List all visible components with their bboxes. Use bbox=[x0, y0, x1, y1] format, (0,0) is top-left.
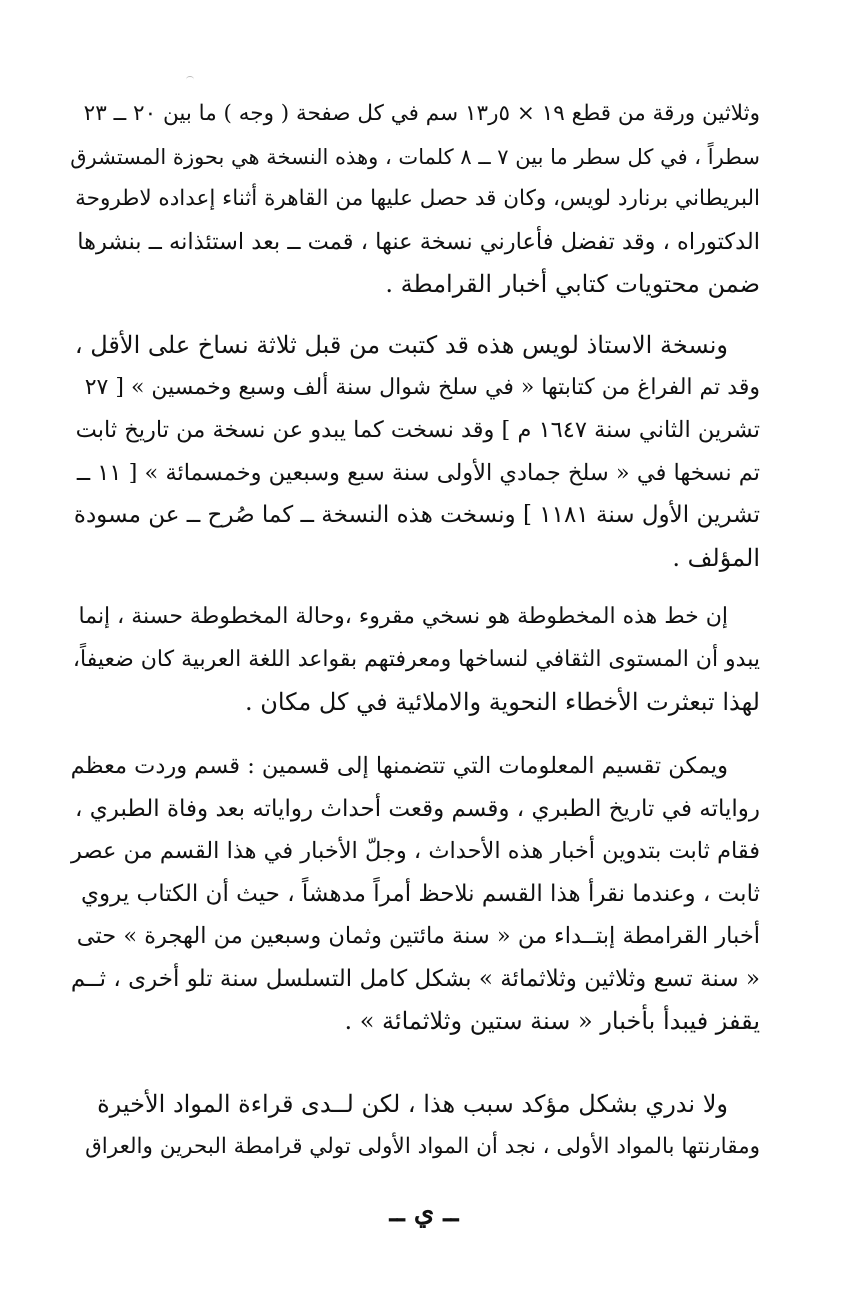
paragraph-line: إن خط هذه المخطوطة هو نسخي مقروء ،وحالة المخطوطة حسنة ، إنما bbox=[78, 604, 728, 629]
paragraph-line: ثابت ، وعندما نقرأ هذا القسم نلاحظ أمراً مدهشاً ، حيث أن الكتاب يروي bbox=[81, 880, 760, 907]
paragraph-line: تشرين الثاني سنة ١٦٤٧ م ] وقد نسخت كما يبدو عن نسخة من تاريخ ثابت bbox=[75, 417, 760, 443]
paragraph-line: « سنة تسع وثلاثين وثلاثمائة » بشكل كامل التسلسل سنة تلو أخرى ، ثــم bbox=[70, 965, 760, 992]
paragraph-line: أخبار القرامطة إبتــداء من « سنة مائتين وثمان وسبعين من الهجرة » حتى bbox=[76, 923, 760, 949]
paragraph-2 bbox=[70, 324, 760, 579]
paragraph-line: فقام ثابت بتدوين أخبار هذه الأحداث ، وجلّ الأخبار في هذا القسم من عصر bbox=[71, 838, 760, 864]
paragraph-5 bbox=[70, 1083, 760, 1168]
paragraph-line: البريطاني برنارد لويس، وكان قد حصل عليها من القاهرة أثناء إعداده لاطروحة bbox=[75, 186, 760, 211]
paragraph-line: سطراً ، في كل سطر ما بين ٧ ــ ٨ كلمات ، وهذه النسخة هي بحوزة المستشرق bbox=[70, 144, 760, 169]
paragraph-4 bbox=[70, 745, 760, 1043]
paragraph-line: يبدو أن المستوى الثقافي لنساخها ومعرفتهم بقواعد اللغة العربية كان ضعيفاً، bbox=[72, 646, 760, 672]
paragraph-line: تم نسخها في « سلخ جمادي الأولى سنة سبع وسبعين وخمسمائة » [ ١١ ــ bbox=[76, 459, 760, 486]
paragraph-line: يقفز فيبدأ بأخبار « سنة ستين وثلاثمائة » . bbox=[344, 1007, 760, 1035]
paragraph-3 bbox=[70, 596, 760, 724]
paragraph-1 bbox=[70, 93, 760, 306]
paragraph-line: لهذا تبعثرت الأخطاء النحوية والاملائية في كل مكان . bbox=[244, 688, 760, 716]
paragraph-line: المؤلف . bbox=[672, 543, 760, 572]
paragraph-line: الدكتوراه ، وقد تفضل فأعارني نسخة عنها ، قمت ــ بعد استئذانه ــ بنشرها bbox=[77, 228, 760, 255]
paragraph-line: ولا ندري بشكل مؤكد سبب هذا ، لكن لــدى قراءة المواد الأخيرة bbox=[97, 1090, 728, 1118]
paragraph-line: رواياته في تاريخ الطبري ، وقسم وقعت أحداث رواياته بعد وفاة الطبري ، bbox=[75, 795, 760, 822]
paragraph-line: وقد تم الفراغ من كتابتها « في سلخ شوال سنة ألف وسبع وخمسين » [ ٢٧ bbox=[84, 374, 760, 400]
paragraph-line: ونسخة الاستاذ لويس هذه قد كتبت من قبل ثلاثة نساخ على الأقل ، bbox=[74, 331, 728, 359]
paragraph-line: تشرين الأول سنة ١١٨١ ] ونسخت هذه النسخة ــ كما صُرح ــ عن مسودة bbox=[73, 502, 760, 528]
paper-speck bbox=[186, 76, 194, 83]
paragraph-line: ومقارنتها بالمواد الأولى ، نجد أن المواد الأولى تولي قرامطة البحرين والعراق bbox=[85, 1133, 760, 1159]
paragraph-line: وثلاثين ورقة من قطع ١٩ × ٥ر١٣ سم في كل صفحة ( وجه ) ما بين ٢٠ ــ ٢٣ bbox=[83, 101, 760, 126]
paragraph-line: ويمكن تقسيم المعلومات التي تتضمنها إلى قسمين : قسم وردت معظم bbox=[70, 753, 728, 779]
page-number: ــ ي ــ bbox=[389, 1198, 459, 1228]
paragraph-line: ضمن محتويات كتابي أخبار القرامطة . bbox=[385, 270, 760, 298]
